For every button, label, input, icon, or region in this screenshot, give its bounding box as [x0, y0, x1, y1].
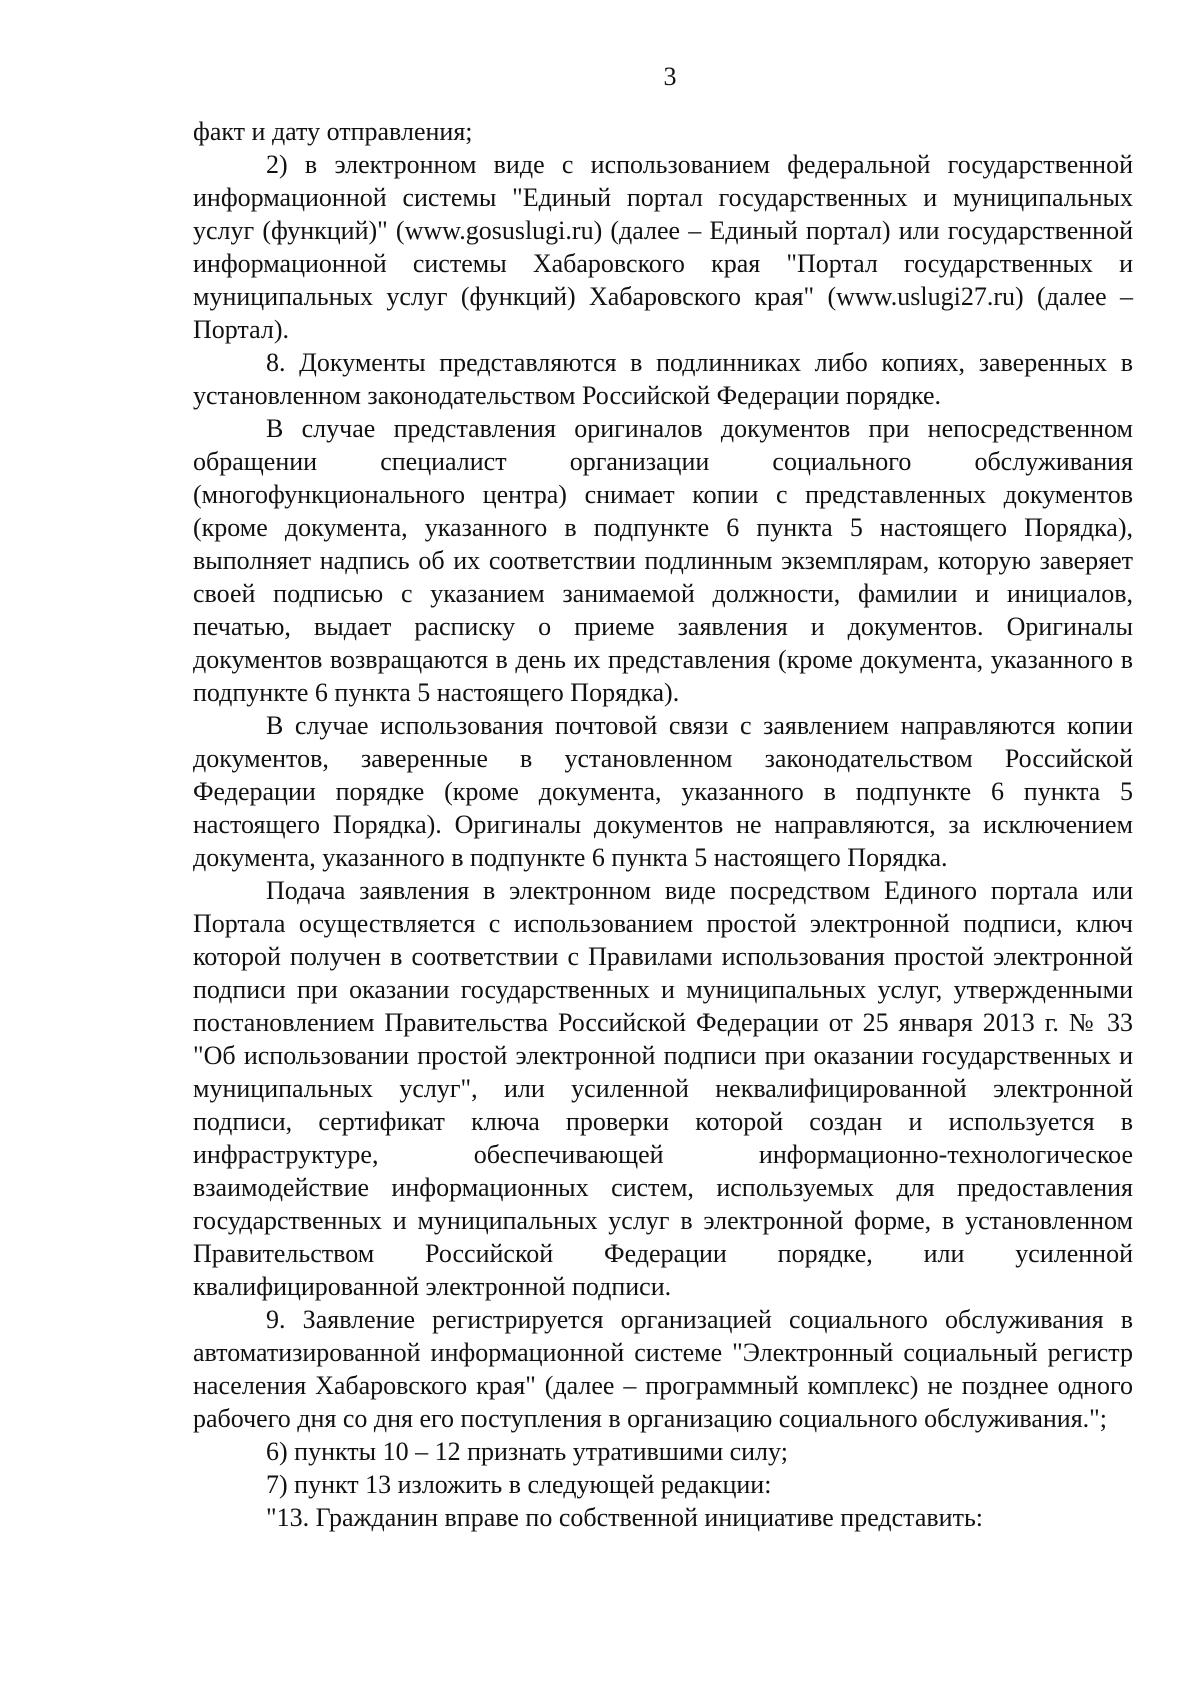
paragraph-electronic-signature: Подача заявления в электронном виде посредством Единого портала или Портала осуществляется с использованием простой электронной подписи, ключ которой получен в соответствии с Правилами использования простой электронной подписи при оказании государственных и муниципальных услуг, утвержденными постановлением Правительства Российской Федерации от 25 января 2013 г. № 33 "Об использовании простой электронной подписи при оказании государственных и муниципальных услуг", или усиленной неквалифицированной электронной подписи, сертификат ключа проверки которой создан и используется в инфраструктуре, обеспечивающей информационно-технологическое взаимодействие информационных систем, используемых для предоставления государственных и муниципальных услуг в электронной форме, в установленном Правительством Российской Федерации порядке, или усиленной квалифицированной электронной подписи.	[193, 876, 1133, 1301]
paragraph-sending-date: факт и дату отправления;	[193, 117, 473, 146]
document-body	[193, 115, 1133, 1534]
page-number: 3	[663, 62, 677, 91]
paragraph-originals: В случае представления оригиналов документов при непосредственном обращении специалист организации социального обслуживания (многофункционального центра) снимает копии с представленных документов (кроме документа, указанного в подпункте 6 пункта 5 настоящего Порядка), выполняет надпись об их соответствии подлинным экземплярам, которую заверяет своей подписью с указанием занимаемой должности, фамилии и инициалов, печатью, выдает расписку о приеме заявления и документов. Оригиналы документов возвращаются в день их представления (кроме документа, указанного в подпункте 6 пункта 5 настоящего Порядка).	[193, 414, 1133, 707]
paragraph-electronic-submission: 2) в электронном виде с использованием федеральной государственной информационной системы "Единый портал государственных и муниципальных услуг (функций)" (www.gosuslugi.ru) (далее – Единый портал) или государственной информационной системы Хабаровского края "Портал государственных и муниципальных услуг (функций) Хабаровского края" (www.uslugi27.ru) (далее – Портал).	[193, 150, 1133, 344]
paragraph-item-9: 9. Заявление регистрируется организацией социального обслуживания в автоматизированной информационной системе "Электронный социальный регистр населения Хабаровского края" (далее – программный комплекс) не позднее одного рабочего дня со дня его поступления в организацию социального обслуживания.";	[193, 1305, 1133, 1433]
paragraph-item-13: "13. Гражданин вправе по собственной инициативе представить:	[266, 1503, 984, 1532]
paragraph-item-7: 7) пункт 13 изложить в следующей редакции:	[266, 1470, 772, 1499]
paragraph-item-8: 8. Документы представляются в подлинниках либо копиях, заверенных в установленном законодательством Российской Федерации порядке.	[193, 348, 1133, 410]
paragraph-postal: В случае использования почтовой связи с заявлением направляются копии документов, заверенные в установленном законодательством Российской Федерации порядке (кроме документа, указанного в подпункте 6 пункта 5 настоящего Порядка). Оригиналы документов не направляются, за исключением документа, указанного в подпункте 6 пункта 5 настоящего Порядка.	[193, 711, 1133, 872]
paragraph-item-6: 6) пункты 10 – 12 признать утратившими силу;	[266, 1437, 788, 1466]
